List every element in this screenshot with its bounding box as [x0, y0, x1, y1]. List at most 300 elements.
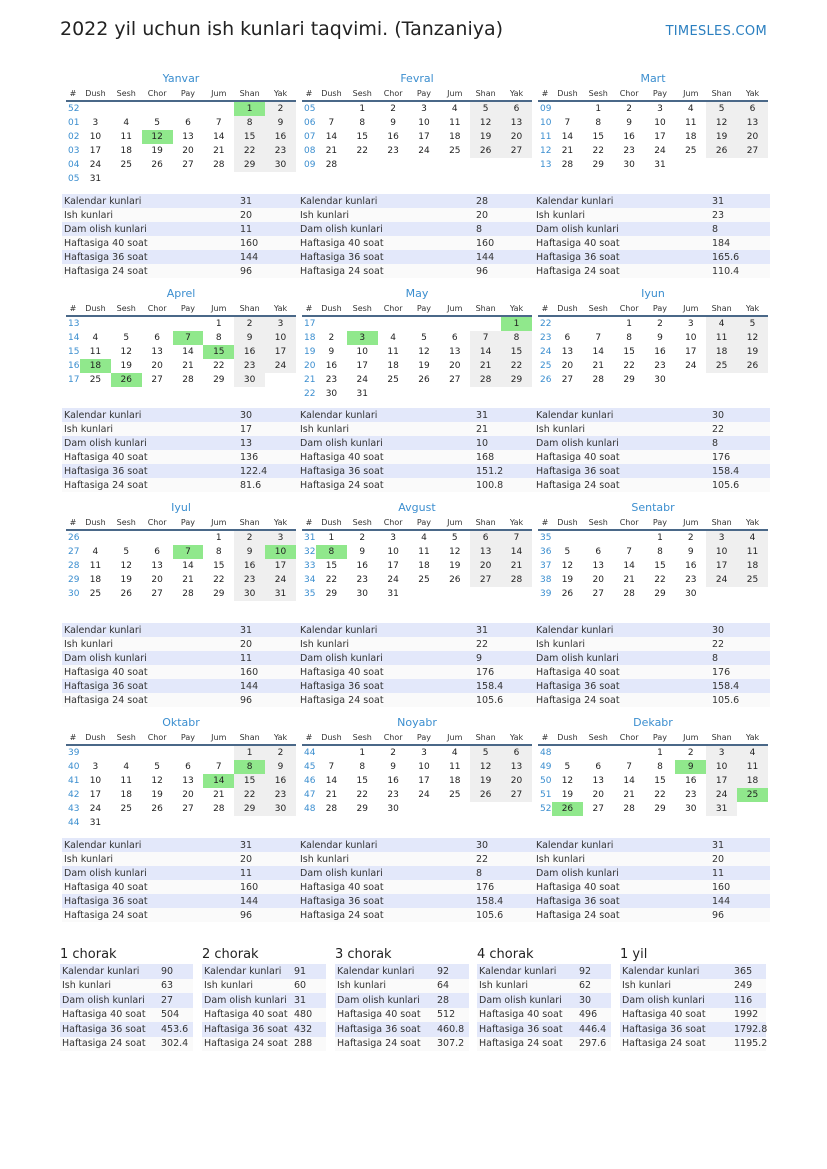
stat-label: Haftasiga 36 soat	[534, 679, 710, 693]
stats-row	[298, 222, 534, 236]
month-name: Yanvar	[162, 72, 200, 85]
stat-label: Haftasiga 40 soat	[298, 665, 474, 679]
day-cell: 1	[359, 748, 366, 758]
summary-table	[60, 964, 193, 1051]
day-cell: 31	[89, 818, 102, 828]
day-cell: 5	[737, 316, 768, 331]
week-row	[66, 158, 296, 172]
weekday-header: Yak	[737, 87, 768, 101]
day-cell	[142, 172, 173, 186]
day-cell	[409, 587, 440, 601]
day-cell: 27	[501, 788, 532, 802]
day-cell	[378, 158, 409, 172]
day-cell: 27	[151, 375, 163, 385]
summary-label: Haftasiga 24 soat	[335, 1037, 435, 1052]
day-cell	[409, 158, 440, 172]
stat-value: 31	[238, 194, 298, 208]
stat-value: 22	[710, 637, 770, 651]
day-cell: 23	[387, 790, 399, 800]
day-cell: 7	[173, 331, 204, 345]
day-cell: 17	[706, 774, 737, 788]
summary-value: 496	[577, 1008, 611, 1023]
day-cell: 21	[325, 790, 338, 800]
month-name: Dekabr	[633, 716, 673, 729]
summary-value: 307.2	[435, 1037, 469, 1052]
weekday-header: Dush	[80, 731, 111, 745]
day-cell: 18	[80, 359, 111, 373]
stats-row	[298, 838, 534, 852]
day-cell: 12	[470, 760, 501, 774]
month-name: Aprel	[166, 287, 196, 300]
day-cell: 9	[328, 347, 335, 357]
weekday-header-row	[538, 302, 768, 316]
weekday-header: Yak	[265, 731, 296, 745]
day-cell: 16	[325, 361, 338, 371]
day-cell: 8	[657, 762, 663, 772]
day-cell: 5	[564, 547, 571, 557]
summary-value: 116	[732, 993, 766, 1008]
day-cell: 1	[501, 316, 532, 331]
week-number: 27	[68, 547, 80, 557]
month-stats-table	[298, 408, 534, 492]
stat-value: 20	[238, 208, 298, 222]
summary-label: Dam olish kunlari	[477, 993, 577, 1008]
summary-title: 4 chorak	[477, 947, 534, 962]
weekday-header: Yak	[737, 731, 768, 745]
summary-label: Kalendar kunlari	[477, 964, 577, 979]
day-cell: 19	[470, 130, 501, 144]
stats-row	[62, 208, 298, 222]
week-row	[302, 387, 532, 401]
stat-value: 96	[238, 693, 298, 707]
day-cell: 17	[356, 361, 368, 371]
stat-value: 30	[474, 838, 534, 852]
day-cell	[111, 172, 142, 186]
weekday-header: Shan	[706, 516, 737, 530]
week-row	[538, 587, 768, 601]
week-number: 41	[68, 776, 80, 786]
week-number: 31	[304, 533, 316, 543]
stats-row	[534, 880, 770, 894]
day-cell: 18	[737, 774, 768, 788]
day-cell: 9	[234, 331, 265, 345]
stats-row	[62, 880, 298, 894]
weekday-header: Shan	[234, 516, 265, 530]
day-cell: 8	[359, 118, 366, 128]
summary-label: Haftasiga 36 soat	[60, 1022, 159, 1037]
day-cell: 28	[325, 160, 338, 170]
day-cell: 1	[215, 319, 222, 329]
stat-value: 11	[710, 866, 770, 880]
day-cell: 23	[234, 359, 265, 373]
stat-value: 30	[710, 623, 770, 637]
day-cell: 28	[592, 375, 604, 385]
stats-row	[298, 408, 534, 422]
week-number: 38	[540, 575, 552, 585]
day-cell: 7	[173, 545, 204, 559]
day-cell: 15	[203, 345, 234, 359]
weekday-header: Sesh	[583, 516, 614, 530]
day-cell: 4	[451, 104, 458, 114]
week-number: 16	[68, 361, 80, 371]
day-cell: 4	[706, 316, 737, 331]
day-cell: 29	[213, 375, 225, 385]
day-cell: 17	[685, 347, 697, 357]
stats-row	[62, 422, 298, 436]
stat-value: 22	[710, 422, 770, 436]
day-cell: 4	[390, 333, 396, 343]
weekday-header: Pay	[409, 87, 440, 101]
day-cell: 19	[706, 130, 737, 144]
day-cell: 2	[687, 748, 694, 758]
day-cell	[173, 816, 204, 830]
stat-value: 176	[474, 665, 534, 679]
summary-row	[335, 1008, 469, 1023]
day-cell: 21	[213, 146, 225, 156]
stat-label: Haftasiga 24 soat	[62, 908, 238, 922]
week-number: 39	[540, 589, 552, 599]
week-number: 24	[540, 347, 552, 357]
stat-label: Haftasiga 40 soat	[62, 450, 238, 464]
stats-row	[534, 408, 770, 422]
week-number-header: #	[66, 87, 80, 101]
summary-value: 27	[159, 993, 193, 1008]
day-cell	[142, 816, 173, 830]
weekday-header: Chor	[378, 731, 409, 745]
day-cell: 14	[182, 561, 194, 571]
stats-row	[534, 422, 770, 436]
day-cell: 25	[418, 575, 430, 585]
day-cell: 20	[592, 575, 604, 585]
weekday-header: Chor	[614, 302, 645, 316]
day-cell: 20	[470, 559, 501, 573]
day-cell: 3	[421, 748, 427, 758]
summary-label: Haftasiga 40 soat	[620, 1008, 732, 1023]
day-cell	[347, 158, 378, 172]
stat-value: 151.2	[474, 464, 534, 478]
day-cell: 3	[92, 762, 99, 772]
month-name: Sentabr	[631, 501, 675, 514]
stat-label: Haftasiga 24 soat	[298, 693, 474, 707]
week-row	[302, 573, 532, 587]
day-cell: 13	[470, 545, 501, 559]
summary-label: Haftasiga 36 soat	[202, 1022, 292, 1037]
day-cell: 24	[418, 146, 430, 156]
day-cell: 19	[418, 361, 430, 371]
week-row	[302, 530, 532, 545]
week-number-header: #	[302, 516, 316, 530]
stats-row	[534, 236, 770, 250]
stat-label: Ish kunlari	[62, 208, 238, 222]
weekday-header: Chor	[378, 87, 409, 101]
week-row	[302, 101, 532, 116]
day-cell: 3	[265, 316, 296, 331]
day-cell: 22	[213, 361, 225, 371]
stats-row	[534, 264, 770, 278]
stat-label: Haftasiga 24 soat	[298, 908, 474, 922]
day-cell: 2	[234, 530, 265, 545]
day-cell	[501, 802, 532, 816]
stats-row	[62, 637, 298, 651]
week-number: 17	[304, 319, 316, 329]
summary-row	[60, 1008, 193, 1023]
summary-value: 92	[577, 964, 611, 979]
day-cell: 4	[123, 118, 130, 128]
summary-label: Dam olish kunlari	[335, 993, 435, 1008]
week-number: 19	[304, 347, 316, 357]
day-cell: 14	[213, 132, 225, 142]
stat-value: 21	[474, 422, 534, 436]
day-cell: 24	[89, 804, 102, 814]
week-number: 48	[304, 804, 316, 814]
summary-row	[620, 964, 766, 979]
day-cell: 4	[451, 748, 458, 758]
stat-label: Ish kunlari	[298, 422, 474, 436]
week-row	[66, 760, 296, 774]
day-cell: 4	[92, 333, 99, 343]
day-cell: 24	[706, 788, 737, 802]
summary-value: 28	[435, 993, 469, 1008]
day-cell: 23	[325, 375, 338, 385]
week-number: 40	[68, 762, 80, 772]
weekday-header: Dush	[316, 516, 347, 530]
month-dekabr	[538, 715, 768, 816]
day-cell: 27	[501, 144, 532, 158]
day-cell: 22	[501, 359, 532, 373]
day-cell: 4	[737, 745, 768, 760]
summary-row	[202, 1022, 326, 1037]
day-cell: 27	[592, 804, 604, 814]
weekday-header: Sesh	[111, 302, 142, 316]
weekday-header: Shan	[470, 302, 501, 316]
day-cell: 13	[182, 132, 194, 142]
day-cell: 18	[449, 132, 461, 142]
day-cell: 27	[182, 804, 194, 814]
day-cell: 14	[501, 545, 532, 559]
weekday-header: Sesh	[583, 302, 614, 316]
weekday-header: Chor	[614, 516, 645, 530]
day-cell: 12	[120, 561, 132, 571]
stats-row	[298, 264, 534, 278]
day-cell	[80, 530, 111, 545]
weekday-header: Sesh	[111, 87, 142, 101]
month-stats-table	[534, 408, 770, 492]
day-cell: 31	[387, 589, 399, 599]
week-row	[302, 373, 532, 387]
month-calendar	[538, 87, 768, 172]
weekday-header: Dush	[316, 731, 347, 745]
day-cell: 21	[213, 790, 225, 800]
day-cell: 9	[626, 118, 632, 128]
day-cell	[316, 745, 347, 760]
day-cell	[265, 373, 296, 387]
week-row	[66, 172, 296, 186]
day-cell: 18	[737, 559, 768, 573]
week-number: 42	[68, 790, 80, 800]
stat-value: 105.6	[710, 693, 770, 707]
day-cell: 30	[685, 589, 697, 599]
day-cell: 24	[685, 361, 697, 371]
stat-label: Ish kunlari	[298, 637, 474, 651]
summary-value: 64	[435, 979, 469, 994]
summary-label: Dam olish kunlari	[60, 993, 159, 1008]
day-cell: 20	[737, 130, 768, 144]
day-cell: 19	[151, 146, 163, 156]
summary-row	[477, 964, 611, 979]
day-cell: 23	[654, 361, 666, 371]
day-cell: 20	[151, 575, 163, 585]
stat-label: Kalendar kunlari	[62, 623, 238, 637]
stat-label: Kalendar kunlari	[534, 194, 710, 208]
summary-value: 60	[292, 979, 326, 994]
stat-label: Haftasiga 40 soat	[62, 665, 238, 679]
summary-label: Haftasiga 36 soat	[477, 1022, 577, 1037]
month-oktabr	[66, 715, 296, 830]
stat-value: 20	[474, 208, 534, 222]
day-cell: 11	[449, 118, 461, 128]
stat-label: Haftasiga 24 soat	[534, 264, 710, 278]
week-row	[66, 587, 296, 601]
day-cell: 14	[470, 345, 501, 359]
stats-row	[62, 194, 298, 208]
week-row	[538, 116, 768, 130]
week-number: 44	[68, 818, 80, 828]
week-row	[302, 359, 532, 373]
day-cell: 21	[325, 146, 338, 156]
month-name: Fevral	[400, 72, 434, 85]
summary-label: Haftasiga 40 soat	[477, 1008, 577, 1023]
week-row	[538, 802, 768, 816]
week-row	[538, 331, 768, 345]
summary-value: 62	[577, 979, 611, 994]
day-cell: 4	[687, 104, 694, 114]
weekday-header: Yak	[501, 731, 532, 745]
day-cell: 7	[626, 547, 632, 557]
day-cell: 21	[623, 575, 635, 585]
stats-row	[298, 450, 534, 464]
week-row	[538, 144, 768, 158]
day-cell: 16	[387, 132, 399, 142]
day-cell: 12	[561, 776, 574, 786]
weekday-header: Shan	[706, 87, 737, 101]
week-number: 52	[540, 804, 552, 814]
stat-value: 160	[710, 880, 770, 894]
day-cell: 10	[387, 547, 399, 557]
stats-row	[62, 408, 298, 422]
summary-row	[60, 979, 193, 994]
month-calendar	[538, 302, 768, 387]
day-cell	[409, 316, 440, 331]
summary-value: 297.6	[577, 1037, 611, 1052]
summary-value: 365	[732, 964, 766, 979]
weekday-header: Jum	[203, 516, 234, 530]
day-cell: 30	[654, 375, 666, 385]
day-cell: 2	[328, 333, 335, 343]
day-cell: 9	[390, 118, 396, 128]
day-cell	[706, 587, 737, 601]
day-cell: 16	[234, 345, 265, 359]
summary-label: Haftasiga 24 soat	[477, 1037, 577, 1052]
stats-row	[62, 894, 298, 908]
day-cell: 2	[359, 533, 366, 543]
stat-value: 184	[710, 236, 770, 250]
stat-value: 176	[474, 880, 534, 894]
summary-label: Ish kunlari	[202, 979, 292, 994]
weekday-header: Shan	[706, 302, 737, 316]
week-row	[302, 331, 532, 345]
stat-value: 110.4	[710, 264, 770, 278]
day-cell	[501, 158, 532, 172]
day-cell: 15	[654, 561, 666, 571]
summary-row	[60, 1022, 193, 1037]
stat-label: Haftasiga 24 soat	[534, 478, 710, 492]
day-cell: 30	[387, 804, 399, 814]
summary-label: Ish kunlari	[477, 979, 577, 994]
stat-label: Haftasiga 36 soat	[298, 250, 474, 264]
day-cell: 23	[685, 790, 697, 800]
brand-link[interactable]: TIMESLES.COM	[665, 24, 767, 39]
day-cell: 19	[449, 561, 461, 571]
day-cell: 5	[706, 101, 737, 116]
month-iyul	[66, 500, 296, 601]
day-cell: 27	[449, 375, 461, 385]
week-number: 47	[304, 790, 316, 800]
summary-label: Haftasiga 36 soat	[620, 1022, 732, 1037]
day-cell: 20	[592, 790, 604, 800]
stat-label: Ish kunlari	[534, 422, 710, 436]
stat-value: 96	[710, 908, 770, 922]
day-cell: 9	[675, 760, 706, 774]
day-cell: 25	[387, 375, 399, 385]
day-cell: 8	[215, 333, 222, 343]
day-cell	[173, 745, 204, 760]
day-cell: 14	[325, 776, 338, 786]
week-row	[66, 530, 296, 545]
day-cell: 22	[356, 146, 368, 156]
day-cell: 6	[595, 547, 602, 557]
day-cell: 24	[89, 160, 102, 170]
day-cell: 11	[737, 760, 768, 774]
weekday-header: Shan	[234, 87, 265, 101]
stat-label: Kalendar kunlari	[62, 408, 238, 422]
stat-value: 144	[474, 250, 534, 264]
day-cell: 11	[685, 118, 697, 128]
day-cell: 2	[234, 316, 265, 331]
day-cell: 2	[265, 745, 296, 760]
day-cell: 11	[120, 132, 132, 142]
day-cell: 25	[737, 788, 768, 802]
stat-label: Haftasiga 40 soat	[534, 236, 710, 250]
day-cell: 15	[356, 776, 368, 786]
day-cell: 6	[470, 530, 501, 545]
weekday-header-row	[66, 731, 296, 745]
day-cell: 16	[654, 347, 666, 357]
summary-4-chorak	[477, 945, 611, 1051]
week-number: 36	[540, 547, 552, 557]
week-number: 12	[540, 146, 552, 156]
day-cell: 28	[623, 804, 635, 814]
stats-row	[534, 623, 770, 637]
week-row	[302, 760, 532, 774]
weekday-header: Chor	[378, 516, 409, 530]
week-number: 30	[68, 589, 80, 599]
day-cell: 13	[592, 561, 604, 571]
summary-row	[335, 993, 469, 1008]
day-cell	[439, 387, 470, 401]
stat-label: Dam olish kunlari	[298, 651, 474, 665]
week-row	[538, 345, 768, 359]
weekday-header: Jum	[439, 516, 470, 530]
